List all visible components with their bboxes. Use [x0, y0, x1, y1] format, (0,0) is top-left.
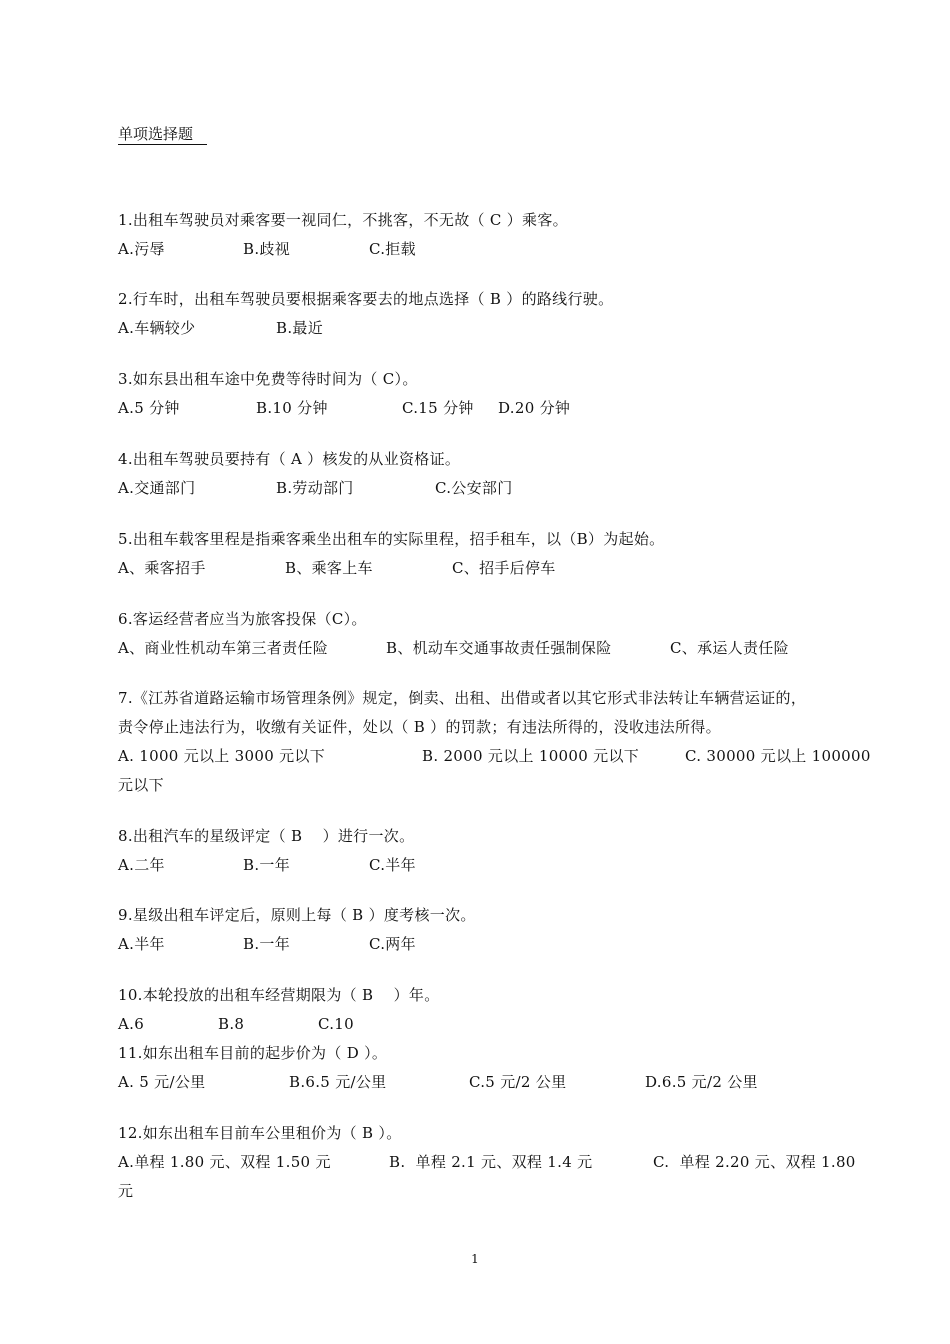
question-10-options — [118, 1014, 878, 1034]
question-9-option-b: B.一年 — [243, 935, 290, 953]
question-8-option-b: B.一年 — [243, 856, 290, 874]
question-8-option-c: C.半年 — [369, 856, 416, 874]
question-11-option-c: C.5 元/2 公里 — [469, 1073, 567, 1091]
question-7-option-c: C. 30000 元以上 100000 — [685, 747, 871, 765]
question-5-option-a: A、乘客招手 — [118, 559, 206, 577]
question-5-stem: 5.出租车载客里程是指乘客乘坐出租车的实际里程，招手租车，以（B）为起始。 — [118, 530, 665, 548]
question-1-options — [118, 239, 878, 259]
question-4-options — [118, 478, 878, 498]
question-3-option-a: A.5 分钟 — [118, 399, 180, 417]
question-12-stem: 12.如东出租车目前车公里租价为（ B ）。 — [118, 1124, 402, 1142]
question-2-option-a: A.车辆较少 — [118, 319, 196, 337]
question-3-stem: 3.如东县出租车途中免费等待时间为（ C）。 — [118, 370, 418, 388]
question-7-options — [118, 746, 878, 766]
question-9-option-c: C.两年 — [369, 935, 416, 953]
page-number: 1 — [471, 1252, 479, 1266]
question-7-stem-line-1: 7.《江苏省道路运输市场管理条例》规定，倒卖、出租、出借或者以其它形式非法转让车辆营运证的， — [118, 689, 807, 707]
question-1-option-c: C.拒载 — [369, 240, 416, 258]
question-12-option-b: B. 单程 2.1 元、双程 1.4 元 — [389, 1153, 593, 1171]
question-6-options — [118, 638, 878, 658]
question-7-option-b: B. 2000 元以上 10000 元以下 — [422, 747, 640, 765]
question-6-option-a: A、商业性机动车第三者责任险 — [118, 639, 329, 657]
question-9-option-a: A.半年 — [118, 935, 165, 953]
question-2-stem: 2.行车时，出租车驾驶员要根据乘客要去的地点选择（ B ）的路线行驶。 — [118, 290, 614, 308]
question-12-option-a: A.单程 1.80 元、双程 1.50 元 — [118, 1153, 331, 1171]
question-9-options — [118, 934, 878, 954]
question-3-options — [118, 398, 878, 418]
question-4-option-c: C.公安部门 — [435, 479, 513, 497]
question-5-option-b: B、乘客上车 — [285, 559, 373, 577]
question-10-option-b: B.8 — [218, 1015, 245, 1033]
question-11-option-d: D.6.5 元/2 公里 — [645, 1073, 758, 1091]
question-4-stem: 4.出租车驾驶员要持有（ A ）核发的从业资格证。 — [118, 450, 461, 468]
question-11-options — [118, 1072, 878, 1092]
question-10-option-c: C.10 — [318, 1015, 354, 1033]
question-8-options — [118, 855, 878, 875]
question-2-options — [118, 318, 878, 338]
question-1-option-b: B.歧视 — [243, 240, 290, 258]
question-5-option-c: C、招手后停车 — [452, 559, 556, 577]
question-6-option-c: C、承运人责任险 — [670, 639, 789, 657]
question-4-option-a: A.交通部门 — [118, 479, 196, 497]
question-3-option-c: C.15 分钟 — [402, 399, 474, 417]
question-3-option-b: B.10 分钟 — [256, 399, 328, 417]
question-11-option-a: A. 5 元/公里 — [118, 1073, 206, 1091]
question-6-option-b: B、机动车交通事故责任强制保险 — [386, 639, 612, 657]
question-7-stem-line-2: 责令停止违法行为，收缴有关证件，处以（ B ）的罚款；有违法所得的，没收违法所得。 — [118, 718, 721, 736]
section-title: 单项选择题 — [118, 125, 207, 145]
question-7-option-continuation: 元以下 — [118, 776, 164, 794]
question-12-option-continuation: 元 — [118, 1182, 134, 1200]
question-6-stem: 6.客运经营者应当为旅客投保（C）。 — [118, 610, 367, 628]
question-11-option-b: B.6.5 元/公里 — [289, 1073, 387, 1091]
question-12-option-c: C. 单程 2.20 元、双程 1.80 — [653, 1153, 856, 1171]
question-1-stem: 1.出租车驾驶员对乘客要一视同仁，不挑客，不无故（ C ）乘客。 — [118, 211, 568, 229]
question-7-option-a: A. 1000 元以上 3000 元以下 — [118, 747, 326, 765]
question-12-options — [118, 1152, 878, 1172]
question-2-option-b: B.最近 — [276, 319, 323, 337]
question-1-option-a: A.污辱 — [118, 240, 165, 258]
question-11-stem: 11.如东出租车目前的起步价为（ D ）。 — [118, 1044, 388, 1062]
question-10-option-a: A.6 — [118, 1015, 145, 1033]
question-10-stem: 10.本轮投放的出租车经营期限为（ B ）年。 — [118, 986, 440, 1004]
question-8-option-a: A.二年 — [118, 856, 165, 874]
question-9-stem: 9.星级出租车评定后，原则上每（ B ）度考核一次。 — [118, 906, 476, 924]
question-5-options — [118, 558, 878, 578]
question-3-option-d: D.20 分钟 — [498, 399, 571, 417]
question-4-option-b: B.劳动部门 — [276, 479, 354, 497]
question-8-stem: 8.出租汽车的星级评定（ B ）进行一次。 — [118, 827, 415, 845]
